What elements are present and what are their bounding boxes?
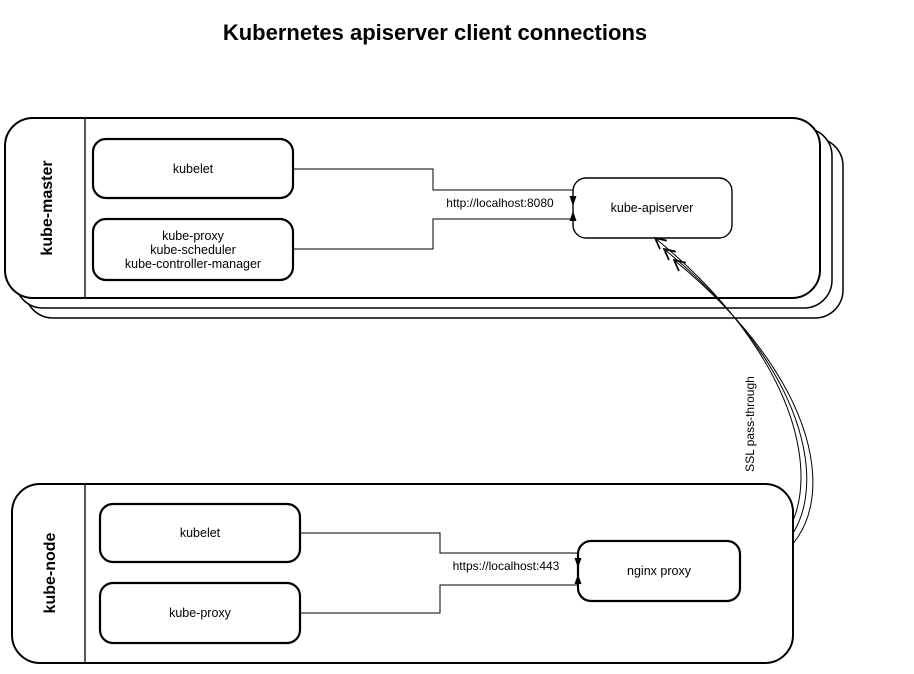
kube-apiserver-label: kube-apiserver <box>610 201 694 215</box>
edge-label-http-localhost-8080: http://localhost:8080 <box>446 196 554 210</box>
edge-label-https-localhost-443: https://localhost:443 <box>452 559 560 573</box>
ssl-pass-through-label: SSL pass-through <box>743 376 757 472</box>
kube-node-label: kube-node <box>42 532 59 614</box>
node-kube-proxy-label: kube-proxy <box>169 606 231 620</box>
nginx-proxy-label: nginx proxy <box>627 564 691 578</box>
master-kubelet-label: kubelet <box>172 162 214 176</box>
master-services-label-kube-controller-manager: kube-controller-manager <box>124 257 262 271</box>
node-kubelet-label: kubelet <box>179 526 221 540</box>
master-services-label-kube-scheduler: kube-scheduler <box>150 243 236 257</box>
kube-master-label: kube-master <box>39 160 56 256</box>
page-title: Kubernetes apiserver client connections <box>222 20 648 45</box>
master-services-label-kube-proxy: kube-proxy <box>162 229 224 243</box>
